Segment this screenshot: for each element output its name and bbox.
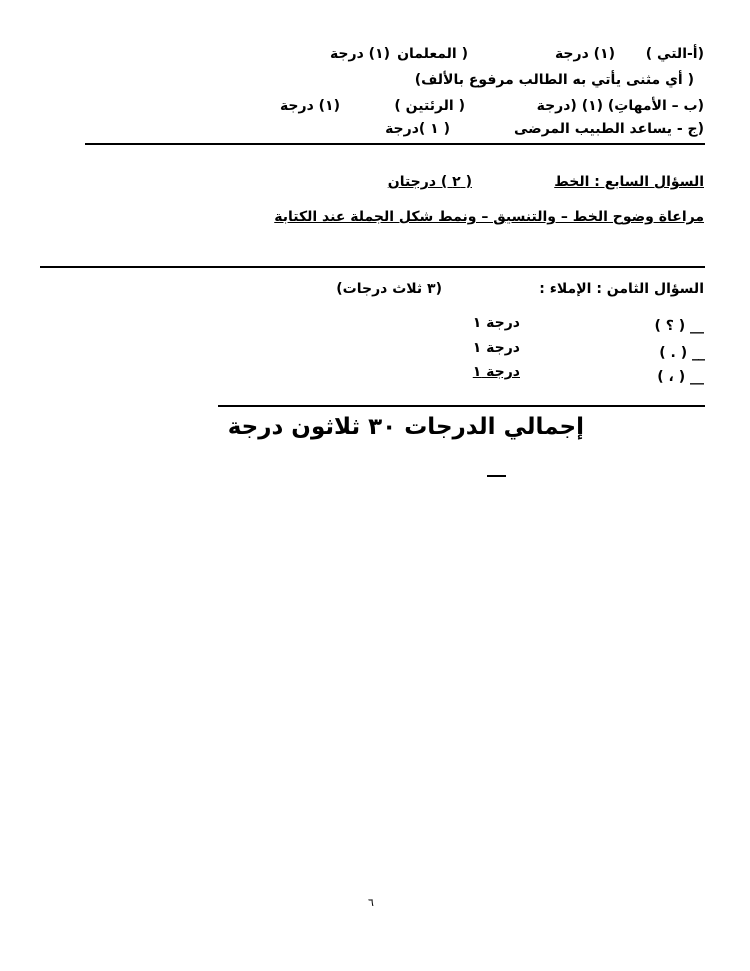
spelling-row-2 <box>659 343 704 363</box>
row-b-answer: ( الرئتين ) <box>394 98 465 114</box>
row-b-grade: (١) درجة <box>279 98 340 114</box>
spelling-grade-3: درجة ١ <box>472 364 520 380</box>
spelling-row-3 <box>657 367 704 387</box>
answer-blank: __ <box>690 369 704 385</box>
section7-criteria: مراعاة وضوح الخط – والتنسيق – ونمط شكل الجملة عند الكتابة <box>274 209 704 225</box>
section8-points: (٣ ثلاث درجات) <box>336 281 442 297</box>
page-number: ٦ <box>368 896 374 909</box>
spelling-mark: ( . ) <box>659 345 688 361</box>
answer-blank: __ <box>690 318 704 334</box>
spelling-row-1 <box>654 316 704 336</box>
divider-1 <box>85 143 705 145</box>
dual-noun-note: ( أي مثنى يأتي به الطالب مرفوع بالألف) <box>414 72 694 88</box>
row-a-item: (أ-التي ) <box>645 46 704 62</box>
row-a-answer: ( المعلمان <box>397 46 468 62</box>
row-c-item: (ج - يساعد الطبيب المرضى <box>514 121 704 137</box>
section7-title: السؤال السابع : الخط <box>554 174 704 190</box>
divider-3 <box>218 405 705 407</box>
spelling-grade-2: درجة ١ <box>472 340 520 356</box>
total-grades: إجمالي الدرجات ٣٠ ثلاثون درجة <box>227 414 584 440</box>
answer-blank: __ <box>692 345 704 361</box>
spelling-mark: ( ، ) <box>657 369 686 385</box>
row-a-grade-1: (١) درجة <box>554 46 615 62</box>
section7-points: ( ٢ ) درجتان <box>387 174 472 190</box>
divider-2 <box>40 266 705 268</box>
spelling-mark: ( ؟ ) <box>654 318 686 334</box>
row-c-grade: ( ١ )درجة <box>385 121 450 137</box>
spelling-grade-1: درجة ١ <box>472 315 520 331</box>
section8-title: السؤال الثامن : الإملاء : <box>539 281 704 297</box>
row-a-grade-2: (١) درجة <box>329 46 390 62</box>
dash-mark <box>487 475 506 477</box>
row-b-item: (ب – الأمهاتِ) (١) (درجة <box>536 98 704 114</box>
